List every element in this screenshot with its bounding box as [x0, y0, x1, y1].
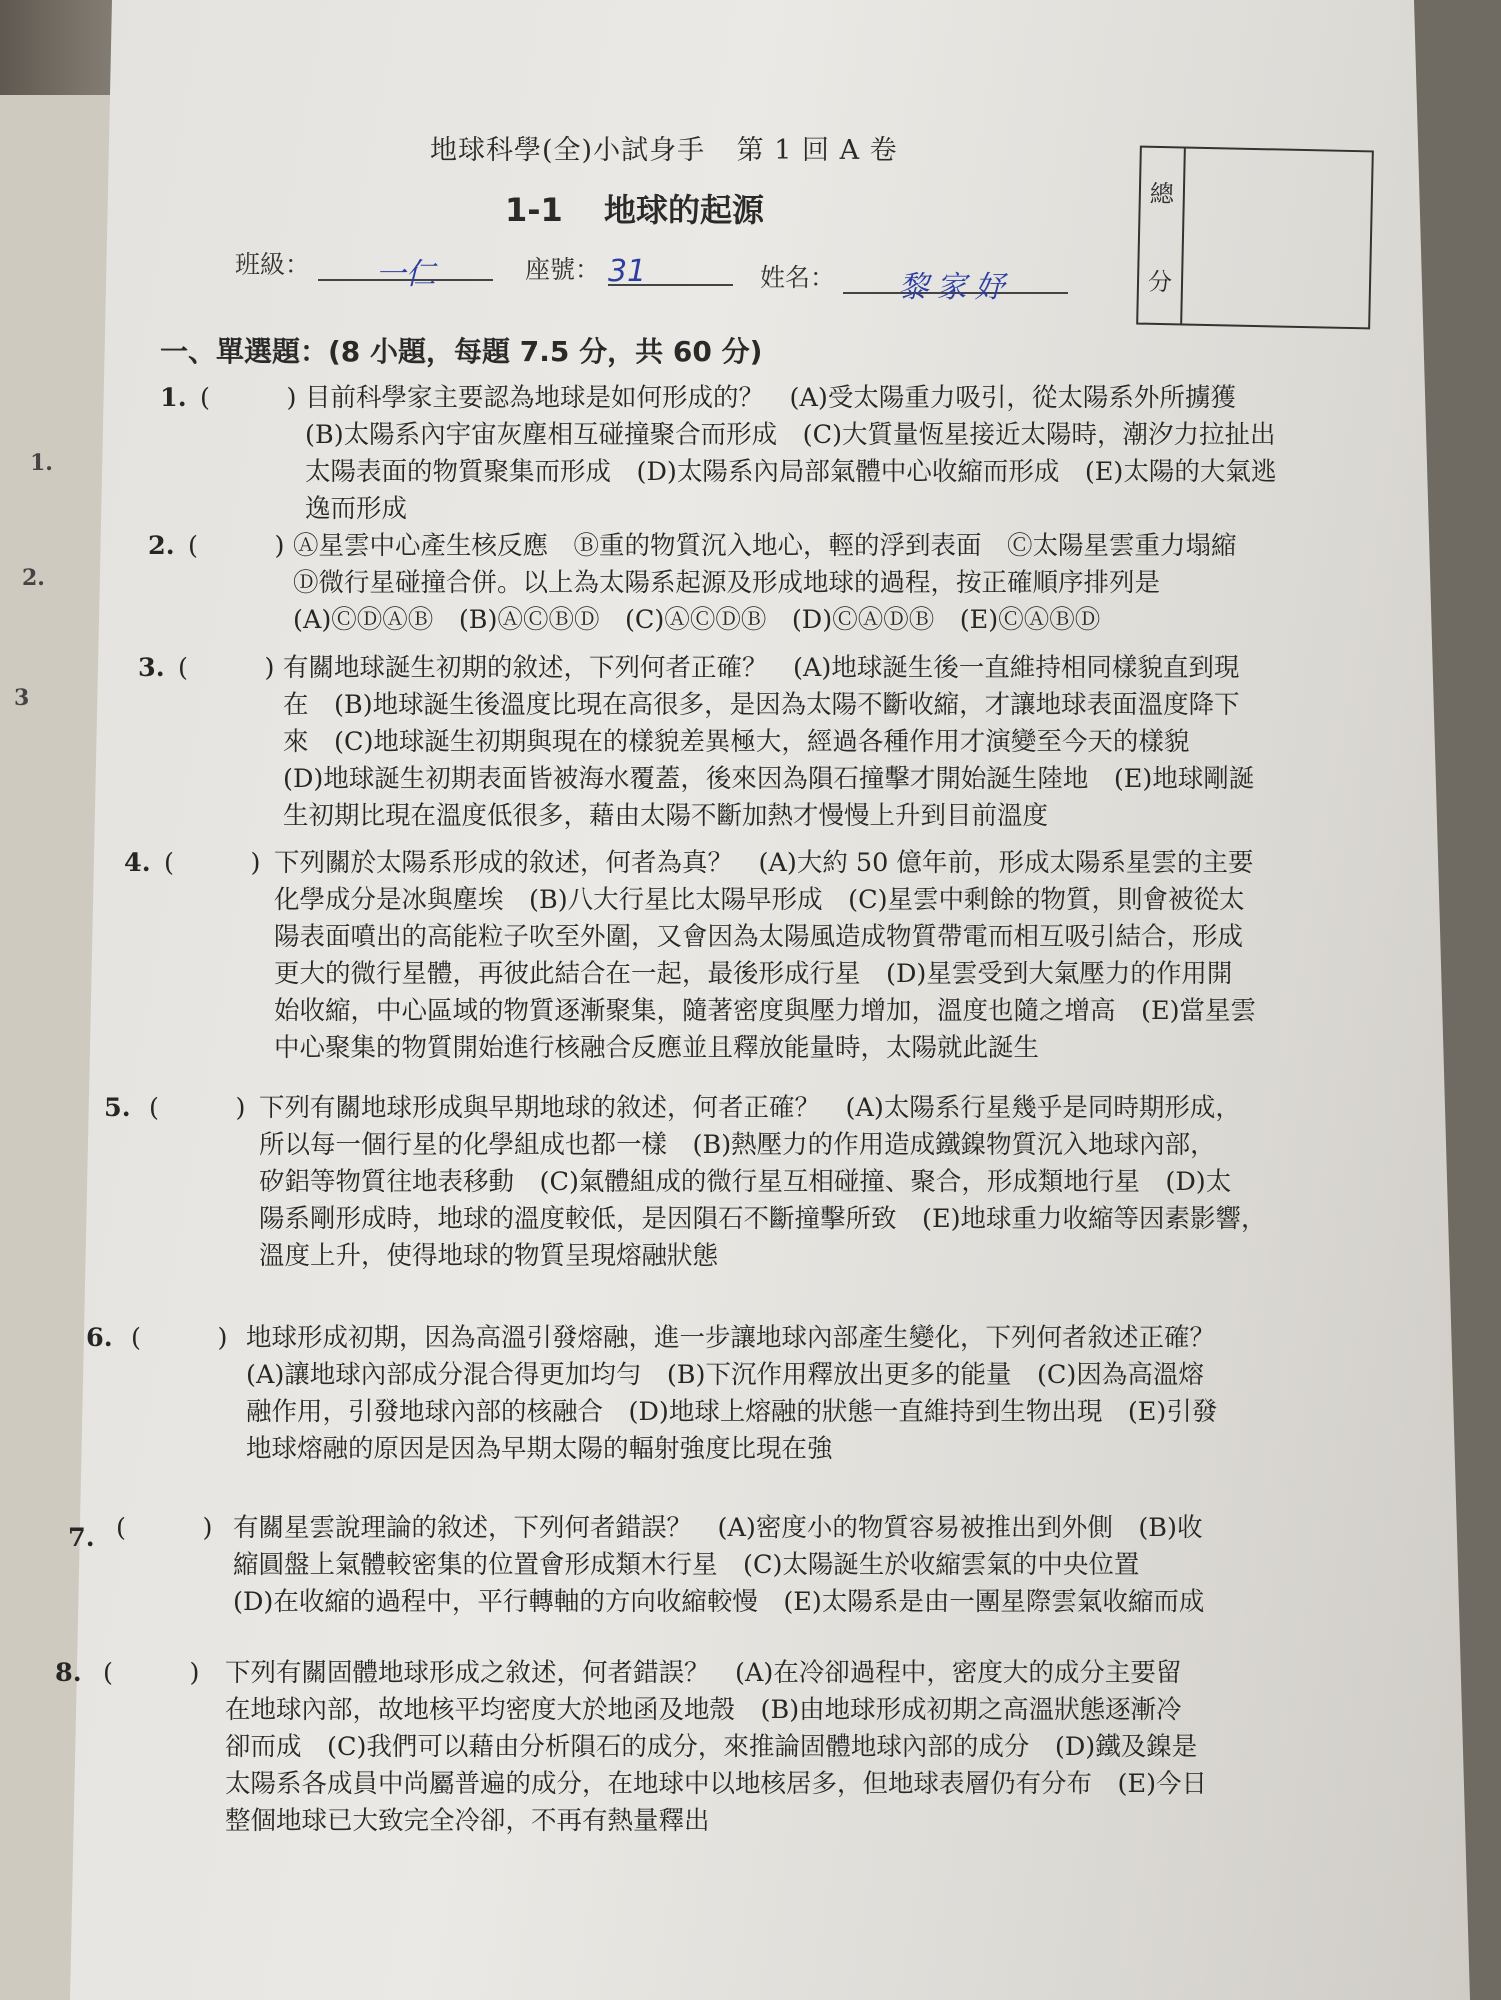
question-line: (A)ⒸⒹⒶⒷ (B)ⒶⒸⒷⒹ (C)ⒶⒸⒹⒷ (D)ⒸⒶⒹⒷ (E)ⒸⒶⒷⒹ	[293, 605, 1101, 635]
question-line: 下列關於太陽系形成的敘述，何者為真？ (A)大約 50 億年前，形成太陽系星雲的主要	[274, 848, 1254, 878]
question-line: 卻而成 (C)我們可以藉由分析隕石的成分，來推論固體地球內部的成分 (D)鐵及鎳是	[225, 1732, 1198, 1762]
question-number: 2.	[148, 531, 175, 561]
answer-blank[interactable]: ( )	[116, 1513, 213, 1543]
under-mark-1: 1.	[30, 450, 53, 476]
question-line: 整個地球已大致完全冷卻，不再有熱量釋出	[225, 1806, 710, 1836]
chapter-heading	[505, 185, 764, 231]
question-body	[225, 1655, 1207, 1840]
question-line: 更大的微行星體，再彼此結合在一起，最後形成行星 (D)星雲受到大氣壓力的作用開	[274, 959, 1233, 989]
exam-round: 第 1 回 A 卷	[736, 135, 898, 166]
question-line: 縮圓盤上氣體較密集的位置會形成類木行星 (C)太陽誕生於收縮雲氣的中央位置	[233, 1550, 1140, 1580]
question-line: 太陽表面的物質聚集而形成 (D)太陽系內局部氣體中心收縮而形成 (E)太陽的大氣逃	[305, 457, 1277, 487]
question-line: 目前科學家主要認為地球是如何形成的？ (A)受太陽重力吸引，從太陽系外所擄獲	[305, 383, 1236, 413]
score-label-column	[1138, 148, 1186, 324]
answer-blank[interactable]: ( )	[200, 383, 297, 413]
name-field	[760, 258, 1068, 305]
question-line: 陽系剛形成時，地球的溫度較低，是因隕石不斷撞擊所致 (E)地球重力收縮等因素影響，	[259, 1204, 1267, 1234]
question-line: 地球形成初期，因為高溫引發熔融，進一步讓地球內部產生變化，下列何者敘述正確？	[246, 1323, 1216, 1353]
answer-blank[interactable]: ( )	[103, 1658, 200, 1688]
question-line: (A)讓地球內部成分混合得更加均勻 (B)下沉作用釋放出更多的能量 (C)因為高溫熔	[246, 1360, 1204, 1390]
question-body	[274, 845, 1256, 1067]
seat-field	[525, 250, 733, 289]
question-line: 生初期比現在溫度低很多，藉由太陽不斷加熱才慢慢上升到目前溫度	[283, 801, 1049, 831]
answer-blank[interactable]: ( )	[178, 653, 275, 683]
question-line: 矽鋁等物質往地表移動 (C)氣體組成的微行星互相碰撞、聚合，形成類地行星 (D)太	[259, 1167, 1232, 1197]
question-line: (B)太陽系內宇宙灰塵相互碰撞聚合而形成 (C)大質量恆星接近太陽時，潮汐力拉扯出	[305, 420, 1276, 450]
question-number: 1.	[160, 383, 187, 413]
answer-blank[interactable]: ( )	[188, 531, 285, 561]
chapter-title: 地球的起源	[603, 191, 764, 229]
seat-value[interactable]: 31	[608, 254, 733, 286]
question-line: 化學成分是冰與塵埃 (B)八大行星比太陽早形成 (C)星雲中剩餘的物質，則會被從太	[274, 885, 1245, 915]
question-line: 太陽系各成員中尚屬普遍的成分，在地球中以地核居多，但地球表層仍有分布 (E)今日	[225, 1769, 1208, 1799]
question-body	[293, 528, 1237, 639]
question-line: 所以每一個行星的化學組成也都一樣 (B)熱壓力的作用造成鐵鎳物質沉入地球內部，	[259, 1130, 1216, 1160]
exam-header	[430, 128, 898, 167]
question-number: 7.	[68, 1523, 95, 1553]
total-score-box	[1136, 146, 1374, 330]
name-value[interactable]: 黎家妤	[843, 262, 1068, 294]
question-line: 融作用，引發地球內部的核融合 (D)地球上熔融的狀態一直維持到生物出現 (E)引發	[246, 1397, 1218, 1427]
question-number: 4.	[124, 848, 151, 878]
class-field	[235, 245, 493, 292]
score-label-top: 總	[1149, 180, 1175, 209]
question-number: 5.	[104, 1093, 131, 1123]
question-line: 地球熔融的原因是因為早期太陽的輻射強度比現在強	[246, 1434, 833, 1464]
under-mark-2: 2.	[22, 565, 45, 591]
question-line: 在 (B)地球誕生後溫度比現在高很多，是因為太陽不斷收縮，才讓地球表面溫度降下	[283, 690, 1240, 720]
question-number: 3.	[138, 653, 165, 683]
answer-blank[interactable]: ( )	[164, 848, 261, 878]
question-line: 來 (C)地球誕生初期與現在的樣貌差異極大，經過各種作用才演變至今天的樣貌	[283, 727, 1190, 757]
name-label: 姓名：	[760, 263, 836, 292]
exam-title: 地球科學(全)小試身手	[430, 135, 706, 166]
question-line: 下列有關固體地球形成之敘述，何者錯誤？ (A)在冷卻過程中，密度大的成分主要留	[225, 1658, 1182, 1688]
class-value[interactable]: 一仁	[318, 249, 493, 281]
question-body	[283, 650, 1254, 835]
chapter-number: 1-1	[505, 191, 563, 229]
question-line: (D)地球誕生初期表面皆被海水覆蓋，後來因為隕石撞擊才開始誕生陸地 (E)地球剛誕	[283, 764, 1255, 794]
question-line: 陽表面噴出的高能粒子吹至外圍，又會因為太陽風造成物質帶電而相互吸引結合，形成	[274, 922, 1244, 952]
question-body	[259, 1090, 1267, 1275]
question-line: 始收縮，中心區域的物質逐漸聚集，隨著密度與壓力增加，溫度也隨之增高 (E)當星雲	[274, 996, 1257, 1026]
question-line: Ⓐ星雲中心產生核反應 Ⓑ重的物質沉入地心，輕的浮到表面 Ⓒ太陽星雲重力塌縮	[293, 531, 1237, 561]
question-line: 在地球內部，故地核平均密度大於地函及地殼 (B)由地球形成初期之高溫狀態逐漸冷	[225, 1695, 1182, 1725]
class-label: 班級：	[235, 250, 311, 279]
question-number: 6.	[86, 1323, 113, 1353]
question-line: 中心聚集的物質開始進行核融合反應並且釋放能量時，太陽就此誕生	[274, 1033, 1040, 1063]
under-mark-3: 3	[14, 685, 30, 711]
question-line: 有關星雲說理論的敘述，下列何者錯誤？ (A)密度小的物質容易被推出到外側 (B)收	[233, 1513, 1203, 1543]
score-label-bottom: 分	[1147, 267, 1173, 297]
question-number: 8.	[55, 1658, 82, 1688]
question-body	[233, 1510, 1204, 1621]
question-line: 下列有關地球形成與早期地球的敘述，何者正確？ (A)太陽系行星幾乎是同時期形成，	[259, 1093, 1241, 1123]
question-line: 逸而形成	[305, 494, 408, 524]
question-line: 有關地球誕生初期的敘述，下列何者正確？ (A)地球誕生後一直維持相同樣貌直到現	[283, 653, 1240, 683]
section-title: 一、單選題：(8 小題，每題 7.5 分，共 60 分)	[160, 335, 763, 368]
question-line: 溫度上升，使得地球的物質呈現熔融狀態	[259, 1241, 719, 1271]
question-body	[305, 380, 1276, 528]
answer-blank[interactable]: ( )	[131, 1323, 228, 1353]
question-body	[246, 1320, 1217, 1468]
answer-blank[interactable]: ( )	[149, 1093, 246, 1123]
seat-label: 座號：	[525, 255, 601, 284]
question-line: (D)在收縮的過程中，平行轉軸的方向收縮較慢 (E)太陽系是由一團星際雲氣收縮而成	[233, 1587, 1205, 1617]
question-line: Ⓓ微行星碰撞合併。以上為太陽系起源及形成地球的過程，按正確順序排列是	[293, 568, 1161, 598]
